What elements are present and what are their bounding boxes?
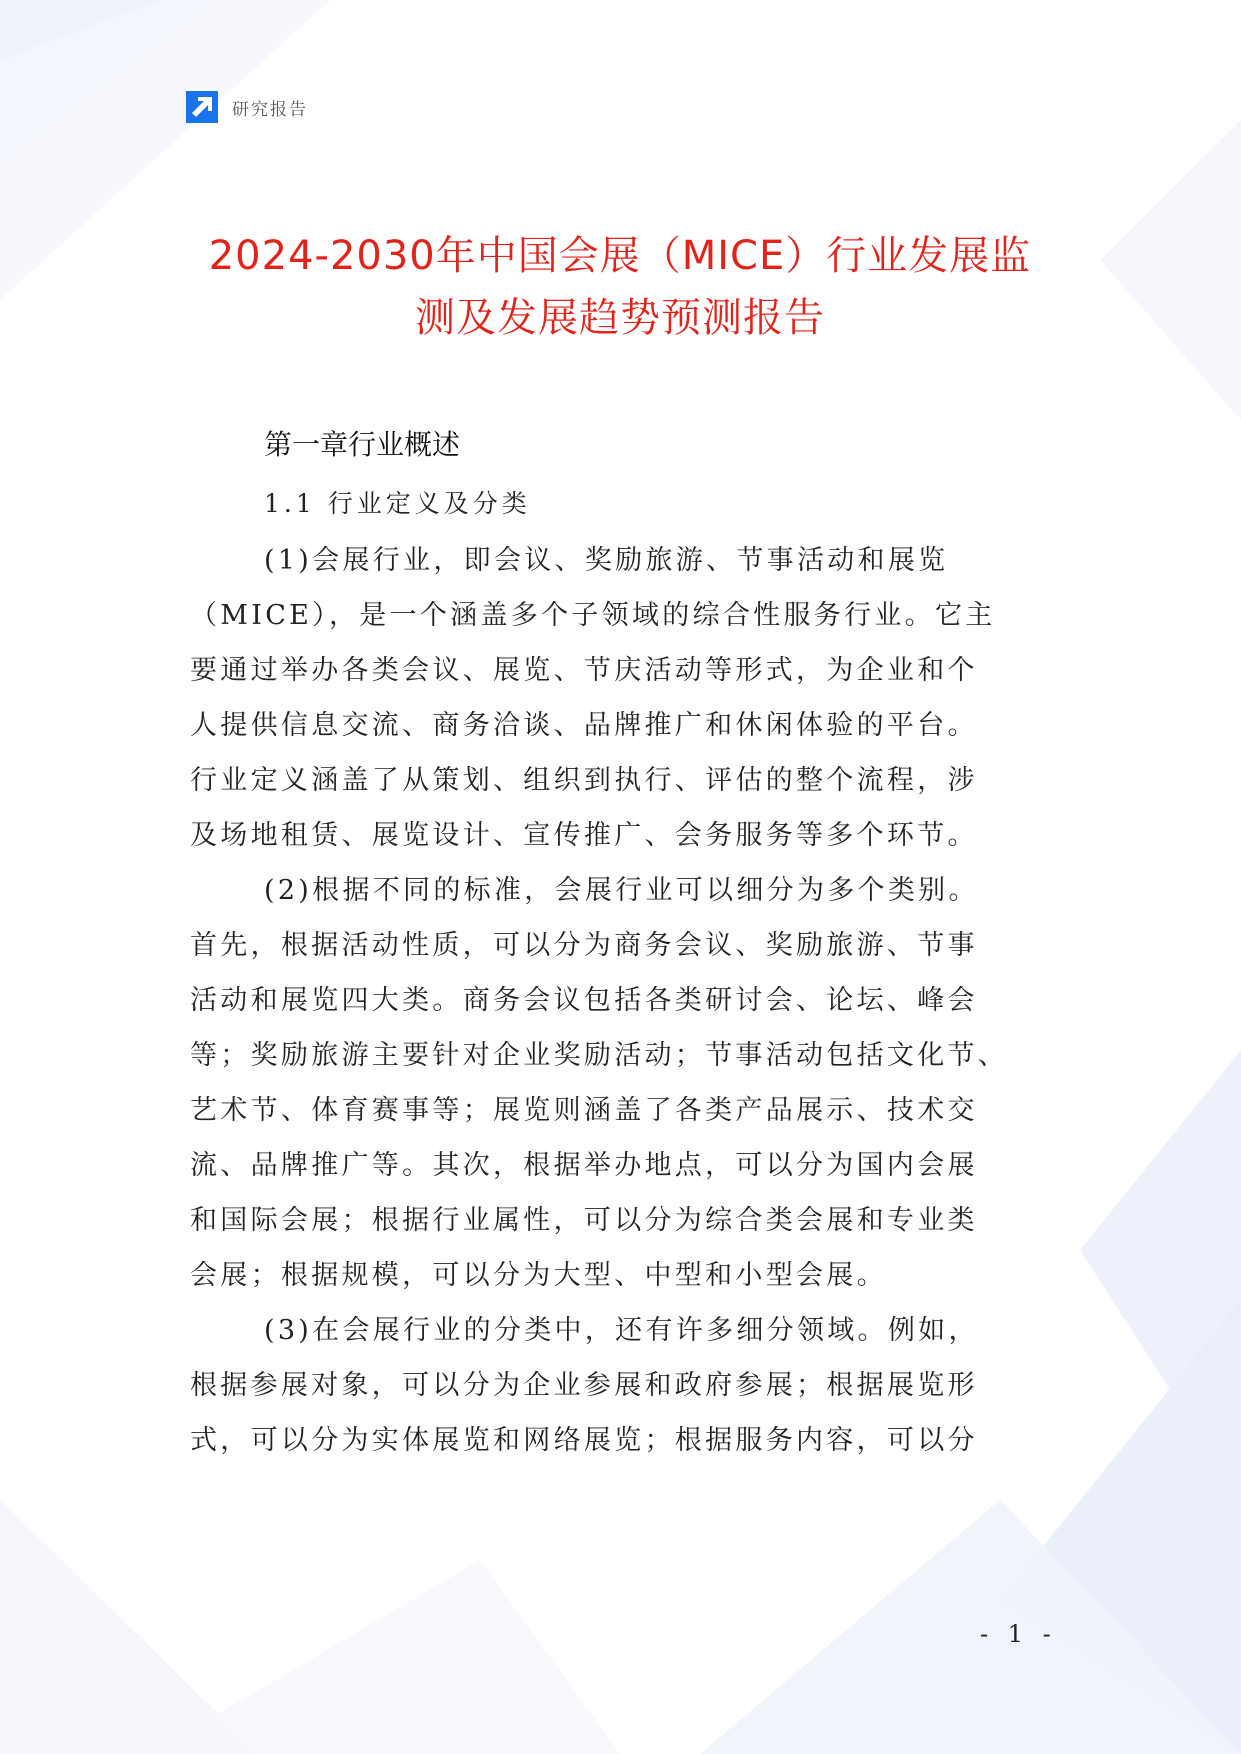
body-line: 要通过举办各类会议、展览、节庆活动等形式，为企业和个 — [190, 655, 978, 686]
body-line: (3)在会展行业的分类中，还有许多细分领域。例如， — [264, 1315, 979, 1346]
body-line: (1)会展行业，即会议、奖励旅游、节事活动和展览 — [264, 545, 949, 576]
document-title-line-1: 2024-2030年中国会展（MICE）行业发展监 — [208, 233, 1032, 279]
body-line: 艺术节、体育赛事等；展览则涵盖了各类产品展示、技术交 — [190, 1095, 978, 1126]
report-header — [186, 90, 308, 124]
body-line: 会展；根据规模，可以分为大型、中型和小型会展。 — [190, 1260, 887, 1291]
page-number: - 1 - — [980, 1620, 1057, 1648]
document-title-line-2: 测及发展趋势预测报告 — [415, 295, 825, 341]
body-line: 流、品牌推广等。其次，根据举办地点，可以分为国内会展 — [190, 1150, 978, 1181]
body-line: 式，可以分为实体展览和网络展览；根据服务内容，可以分 — [190, 1425, 978, 1456]
body-line: 和国际会展；根据行业属性，可以分为综合类会展和专业类 — [190, 1205, 978, 1236]
body-line: 首先，根据活动性质，可以分为商务会议、奖励旅游、节事 — [190, 930, 978, 961]
body-line: (2)根据不同的标准，会展行业可以细分为多个类别。 — [264, 875, 979, 906]
section-heading: 1.1 行业定义及分类 — [264, 489, 531, 518]
body-line: 根据参展对象，可以分为企业参展和政府参展；根据展览形 — [190, 1370, 978, 1401]
body-line: 人提供信息交流、商务洽谈、品牌推广和休闲体验的平台。 — [190, 710, 978, 741]
header-label: 研究报告 — [232, 99, 308, 120]
body-line: 活动和展览四大类。商务会议包括各类研讨会、论坛、峰会 — [190, 985, 978, 1016]
chapter-heading: 第一章行业概述 — [264, 428, 461, 461]
body-line: 及场地租赁、展览设计、宣传推广、会务服务等多个环节。 — [190, 820, 978, 851]
body-line: （MICE），是一个涵盖多个子领域的综合性服务行业。它主 — [190, 600, 996, 631]
arrow-up-right-icon — [186, 91, 218, 123]
body-line: 等；奖励旅游主要针对企业奖励活动；节事活动包括文化节、 — [190, 1040, 1009, 1071]
body-line: 行业定义涵盖了从策划、组织到执行、评估的整个流程，涉 — [190, 765, 978, 796]
